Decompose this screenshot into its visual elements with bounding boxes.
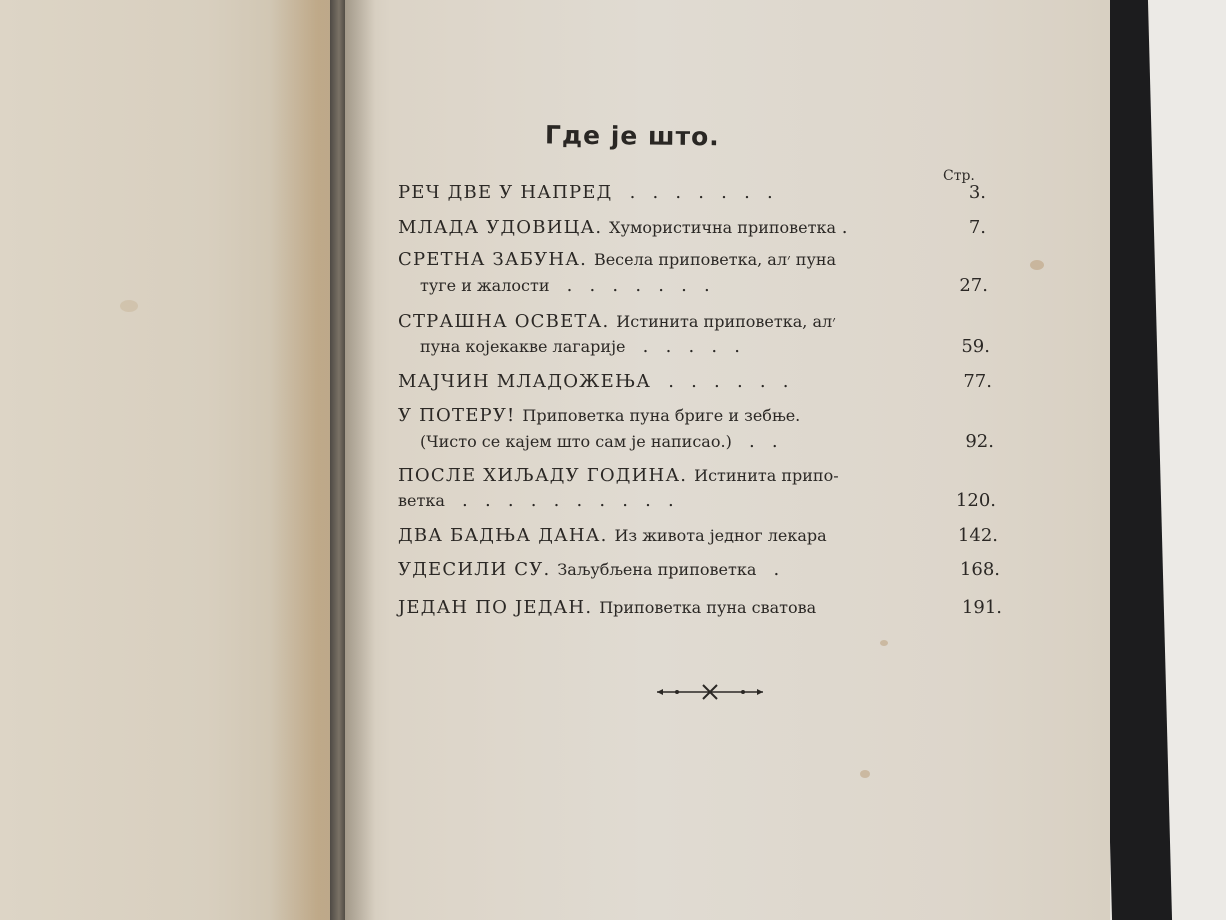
toc-entry-page: 191. <box>961 597 1002 618</box>
foxing-spot <box>860 770 870 778</box>
toc-entry-title: МЛАДА УДОВИЦА. <box>398 217 610 238</box>
toc-entry-title: ЈЕДАН ПО ЈЕДАН. <box>398 597 600 618</box>
toc-entry-page: 7. <box>968 217 986 238</box>
toc-entry-page: 168. <box>959 559 1000 580</box>
toc-entry-title: РЕЧ ДВЕ У НАПРЕД <box>398 182 613 203</box>
toc-entry: МАЈЧИН МЛАДОЖЕЊА . . . . . . 77. <box>398 371 992 392</box>
toc-entry-subtitle: Заљубљена приповетка <box>557 560 757 579</box>
foxing-spot <box>1030 260 1044 270</box>
toc-entry-page: 3. <box>968 182 986 203</box>
gutter-shadow <box>345 0 375 920</box>
toc-entry <box>398 311 998 337</box>
toc-entry-title: УДЕСИЛИ СУ. <box>398 559 558 580</box>
toc-entry-subtitle: Хумористична приповетка <box>609 218 837 237</box>
toc-entry-title: ДВА БАДЊА ДАНА. <box>398 525 615 546</box>
toc-entry-subtitle: Из живота једног лекара <box>614 526 827 545</box>
toc-entry-continuation: (Чисто се кајем што сам је написао.) . . 92. <box>420 431 994 452</box>
toc-entry-continuation-text: туге и жалости <box>420 276 550 295</box>
toc-entry-page: 27. <box>959 275 988 296</box>
toc-entry-subtitle: Приповетка пуна сватова <box>599 598 817 617</box>
toc-entry-page: 120. <box>955 490 996 511</box>
toc-entry-title: У ПОТЕРУ! <box>398 405 523 426</box>
toc-entry-page: 59. <box>961 336 990 357</box>
toc-entry-continuation-text: пуна којекакве лагарије <box>420 337 626 356</box>
toc-entry-subtitle: Истинита приповетка, ал׳ <box>616 312 836 331</box>
toc-entry-title: СРЕТНА ЗАБУНА. <box>398 249 594 270</box>
toc-entry: РЕЧ ДВЕ У НАПРЕД . . . . . . . 3. <box>398 182 986 203</box>
toc-entry-page: 77. <box>963 371 992 392</box>
toc-entry <box>398 465 998 491</box>
toc-entry-continuation-text: ветка <box>398 491 445 510</box>
toc-entry-continuation: пуна којекакве лагарије . . . . . 59. <box>420 336 990 357</box>
toc-entry <box>398 405 998 431</box>
ornament-divider-icon <box>655 682 765 702</box>
toc-entry-title: МАЈЧИН МЛАДОЖЕЊА <box>398 371 652 392</box>
toc-entry-continuation: ветка . . . . . . . . . . 120. <box>398 490 996 511</box>
toc-entry-continuation: туге и жалости . . . . . . . 27. <box>420 275 988 296</box>
toc-entry-page: 142. <box>957 525 998 546</box>
toc-entry-page: 92. <box>965 431 994 452</box>
toc-entry-title: СТРАШНА ОСВЕТА. <box>398 311 617 332</box>
toc-entry-continuation-text: (Чисто се кајем што сам је написао.) <box>420 432 732 451</box>
page-column-label: Стр. <box>943 168 975 184</box>
toc-entry <box>398 525 998 551</box>
toc-entry <box>398 597 1002 623</box>
foxing-spot <box>880 640 888 646</box>
toc-entry-subtitle: Приповетка пуна бриге и зебње. <box>522 406 801 425</box>
toc-entry: МЛАДА УДОВИЦА. Хумористична приповетка . 7. <box>398 217 986 238</box>
toc-entry-title: ПОСЛЕ ХИЉАДУ ГОДИНА. <box>398 465 695 486</box>
toc-entry: УДЕСИЛИ СУ. Заљубљена приповетка . 168. <box>398 559 1000 580</box>
page-title: Где је што. <box>544 120 720 152</box>
foxing-spot <box>120 300 138 312</box>
toc-entry-subtitle: Истинита припо- <box>694 466 839 485</box>
toc-entry <box>398 249 998 275</box>
toc-entry-subtitle: Весела приповетка, ал׳ пуна <box>593 250 837 269</box>
